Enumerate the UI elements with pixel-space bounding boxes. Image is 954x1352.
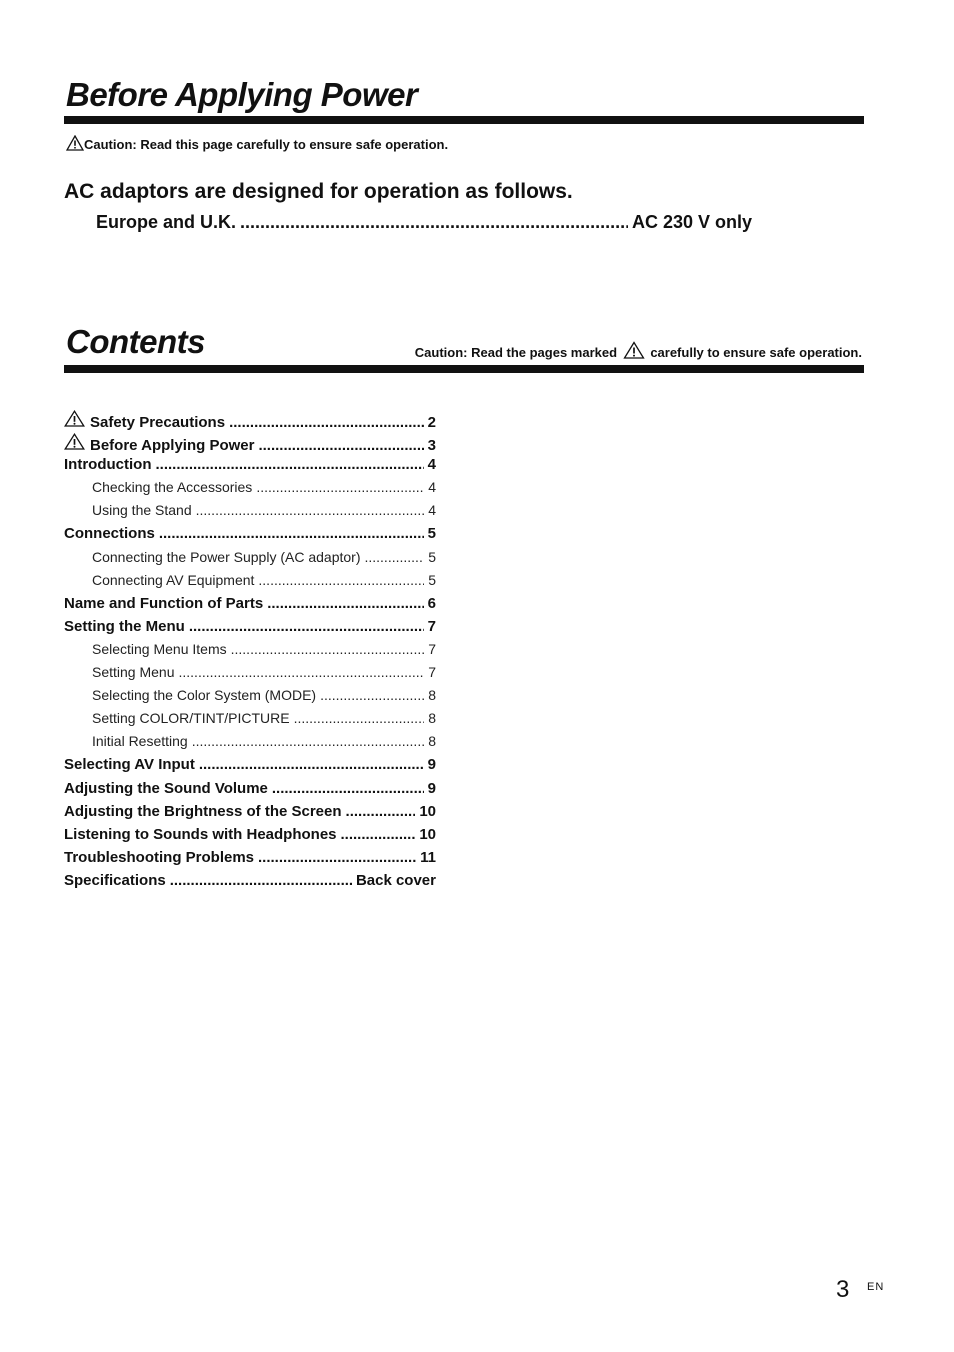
toc-entry-connecting-av-equipment[interactable] <box>64 572 436 595</box>
toc-entry-initial-resetting[interactable] <box>64 733 436 756</box>
toc-entry-page: 10 <box>419 825 436 843</box>
page-number: 3 <box>836 1276 850 1303</box>
toc-entry-page: 2 <box>427 414 436 431</box>
toc-entry-label: Connecting the Power Supply (AC adaptor) <box>92 548 361 565</box>
toc-entry-page: 8 <box>428 710 436 727</box>
toc-entry-safety-precautions[interactable] <box>64 410 436 433</box>
toc-entry-page: 3 <box>427 437 436 455</box>
toc-entry-label: Setting Menu <box>92 664 175 681</box>
contents-rule <box>64 365 864 373</box>
toc-entry-page: Back cover <box>355 871 436 889</box>
toc-entry-introduction[interactable] <box>64 456 436 479</box>
toc-entry-label: Selecting Menu Items <box>92 640 227 657</box>
toc-entry-checking-accessories[interactable] <box>64 479 436 502</box>
warning-icon <box>623 341 645 359</box>
toc-entry-name-and-function[interactable] <box>64 595 436 618</box>
toc-entry-setting-menu-sub[interactable] <box>64 664 436 687</box>
toc-entry-label: Setting COLOR/TINT/PICTURE <box>92 710 290 727</box>
toc-entry-label: Connections <box>64 525 155 543</box>
ac-voltage-value: AC 230 V only <box>631 212 752 232</box>
toc-entry-selecting-color-system[interactable] <box>64 687 436 710</box>
toc-entry-label: Specifications <box>64 871 166 889</box>
toc-entry-page: 9 <box>427 756 436 774</box>
toc-entry-page: 5 <box>427 525 436 543</box>
language-code: EN <box>867 1281 885 1293</box>
toc-entry-label: Listening to Sounds with Headphones <box>64 825 337 843</box>
toc-entry-label: Selecting the Color System (MODE) <box>92 687 317 704</box>
toc-entry-page: 9 <box>427 779 436 797</box>
toc-entry-page: 10 <box>419 802 436 820</box>
toc-entry-label: Introduction <box>64 456 152 474</box>
toc-entry-connections[interactable] <box>64 525 436 548</box>
toc-entry-page: 8 <box>428 733 436 750</box>
toc-entry-label: Using the Stand <box>92 502 192 519</box>
ac-voltage-line <box>96 212 752 233</box>
ac-leader-dots <box>240 212 628 233</box>
title-rule <box>64 116 864 124</box>
ac-adaptor-heading: AC adaptors are designed for operation as follows. <box>64 180 573 203</box>
toc-entry-label: Adjusting the Brightness of the Screen <box>64 802 342 820</box>
toc-entry-label: Adjusting the Sound Volume <box>64 779 268 797</box>
table-of-contents <box>64 410 436 895</box>
toc-entry-page: 7 <box>428 664 436 681</box>
toc-entry-troubleshooting[interactable] <box>64 849 436 872</box>
toc-entry-page: 5 <box>428 571 436 588</box>
toc-entry-page: 4 <box>427 456 436 474</box>
warning-icon <box>66 135 84 151</box>
toc-entry-page: 6 <box>427 594 436 612</box>
page-caution-text: Caution: Read this page carefully to ensure safe operation. <box>84 137 449 152</box>
before-applying-power-title: Before Applying Power <box>66 76 418 113</box>
contents-title: Contents <box>66 323 205 360</box>
toc-entry-page: 7 <box>427 617 436 635</box>
toc-entry-setting-menu[interactable] <box>64 618 436 641</box>
toc-entry-page: 4 <box>428 502 436 519</box>
toc-entry-specifications[interactable] <box>64 872 436 895</box>
toc-entry-adjusting-sound-volume[interactable] <box>64 780 436 803</box>
toc-entry-label: Initial Resetting <box>92 733 188 750</box>
toc-entry-label: Safety Precautions <box>90 414 226 431</box>
toc-entry-label: Setting the Menu <box>64 617 185 635</box>
toc-entry-using-stand[interactable] <box>64 502 436 525</box>
contents-caution-text-after: carefully to ensure safe operation. <box>650 345 862 360</box>
toc-entry-label: Selecting AV Input <box>64 756 195 774</box>
toc-entry-setting-color-tint-picture[interactable] <box>64 710 436 733</box>
toc-entry-adjusting-brightness[interactable] <box>64 803 436 826</box>
toc-entry-connecting-power-supply[interactable] <box>64 549 436 572</box>
page-caution-note <box>66 135 448 152</box>
ac-region: Europe and U.K. <box>96 212 237 232</box>
toc-entry-listening-headphones[interactable] <box>64 826 436 849</box>
warning-icon <box>64 433 85 450</box>
warning-icon <box>64 410 85 427</box>
toc-entry-label: Troubleshooting Problems <box>64 848 255 866</box>
toc-entry-page: 7 <box>428 640 436 657</box>
toc-entry-label: Before Applying Power <box>90 437 255 455</box>
toc-entry-label: Connecting AV Equipment <box>92 571 255 588</box>
toc-entry-page: 8 <box>428 687 436 704</box>
toc-entry-selecting-av-input[interactable] <box>64 756 436 779</box>
toc-entry-before-applying-power[interactable] <box>64 433 436 456</box>
toc-entry-selecting-menu-items[interactable] <box>64 641 436 664</box>
toc-entry-page: 5 <box>428 548 436 565</box>
contents-caution-text-before: Caution: Read the pages marked <box>414 345 618 360</box>
toc-entry-page: 4 <box>428 479 436 496</box>
toc-entry-label: Name and Function of Parts <box>64 594 264 612</box>
contents-caution-note <box>415 341 862 360</box>
toc-entry-page: 11 <box>420 848 436 866</box>
toc-entry-label: Checking the Accessories <box>92 479 253 496</box>
